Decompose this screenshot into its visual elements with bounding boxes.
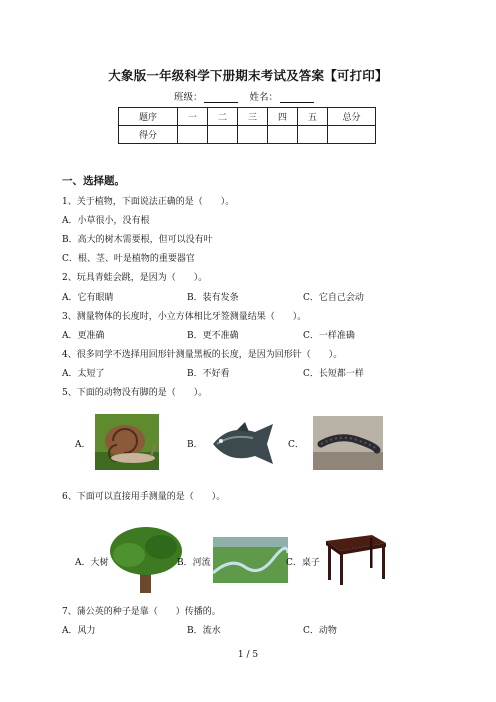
- q7-option-b: B．流水: [187, 626, 221, 636]
- q5-option-b: B．: [187, 440, 203, 450]
- table-image: [322, 529, 388, 587]
- q5-option-a: A．: [75, 440, 91, 450]
- q3-option-c: C．一样准确: [303, 331, 355, 341]
- score-header-cell: 题序: [119, 108, 178, 126]
- q2-option-b: B．装有发条: [187, 293, 239, 303]
- q4-option-c: C．长短都一样: [303, 369, 364, 379]
- q1-option-c: C．根、茎、叶是植物的重要器官: [62, 254, 195, 264]
- score-row-label: 得分: [119, 126, 178, 144]
- q3-option-a: A．更准确: [62, 331, 105, 341]
- question-4: 4、很多同学不选择用回形针测量黑板的长度，是因为回形针（ ）。: [62, 350, 343, 360]
- q6-option-b: B．河流: [177, 558, 211, 568]
- q1-option-b: B．高大的树木需要根，但可以没有叶: [62, 235, 213, 245]
- score-header-cell: 一: [178, 108, 208, 126]
- score-header-cell: 四: [268, 108, 298, 126]
- class-blank: [204, 92, 238, 103]
- question-6: 6、下面可以直接用手测量的是（ ）。: [62, 492, 226, 502]
- q4-option-a: A．太短了: [62, 369, 105, 379]
- question-2: 2、玩具青蛙会跳，是因为（ ）。: [62, 273, 208, 283]
- score-header-cell: 二: [208, 108, 238, 126]
- question-1: 1、关于植物，下面说法正确的是（ ）。: [62, 197, 235, 207]
- q7-option-a: A．风力: [62, 626, 96, 636]
- score-cell: [298, 126, 328, 144]
- q1-option-a: A．小草很小，没有根: [62, 216, 150, 226]
- page-title: 大象版一年级科学下册期末考试及答案【可打印】: [108, 68, 388, 83]
- score-header-cell: 三: [238, 108, 268, 126]
- question-7: 7、蒲公英的种子是靠（ ）传播的。: [62, 607, 221, 617]
- score-header-row: [119, 108, 376, 126]
- score-header-cell: 总分: [328, 108, 376, 126]
- q2-option-c: C．它自己会动: [303, 293, 364, 303]
- score-header-cell: 五: [298, 108, 328, 126]
- q2-option-a: A．它有眼睛: [62, 293, 114, 303]
- score-cell: [208, 126, 238, 144]
- class-name-line: [0, 89, 496, 103]
- score-cell: [268, 126, 298, 144]
- score-cell: [178, 126, 208, 144]
- section-heading: 一、选择题。: [62, 175, 125, 187]
- name-blank: [280, 92, 314, 103]
- score-table: [118, 107, 376, 144]
- tree-image: [107, 525, 185, 595]
- q5-option-c: C．: [288, 440, 304, 450]
- fish-image: [207, 418, 279, 470]
- q6-option-c: C．桌子: [286, 558, 320, 568]
- class-label: 班级：: [173, 92, 203, 103]
- score-cell: [238, 126, 268, 144]
- question-5: 5、下面的动物没有脚的是（ ）。: [62, 388, 208, 398]
- q4-option-b: B．不好看: [187, 369, 230, 379]
- millipede-image: [313, 416, 383, 470]
- page-number: 1 / 5: [237, 650, 259, 660]
- score-row: [119, 126, 376, 144]
- snail-image: [95, 414, 159, 470]
- score-cell: [328, 126, 376, 144]
- question-3: 3、测量物体的长度时，小立方体相比牙签测量结果（ ）。: [62, 312, 307, 322]
- q3-option-b: B．更不准确: [187, 331, 239, 341]
- q7-option-c: C．动物: [303, 626, 337, 636]
- q6-option-a: A．大树: [75, 558, 109, 568]
- river-image: [213, 537, 288, 583]
- name-label: 姓名：: [249, 92, 279, 103]
